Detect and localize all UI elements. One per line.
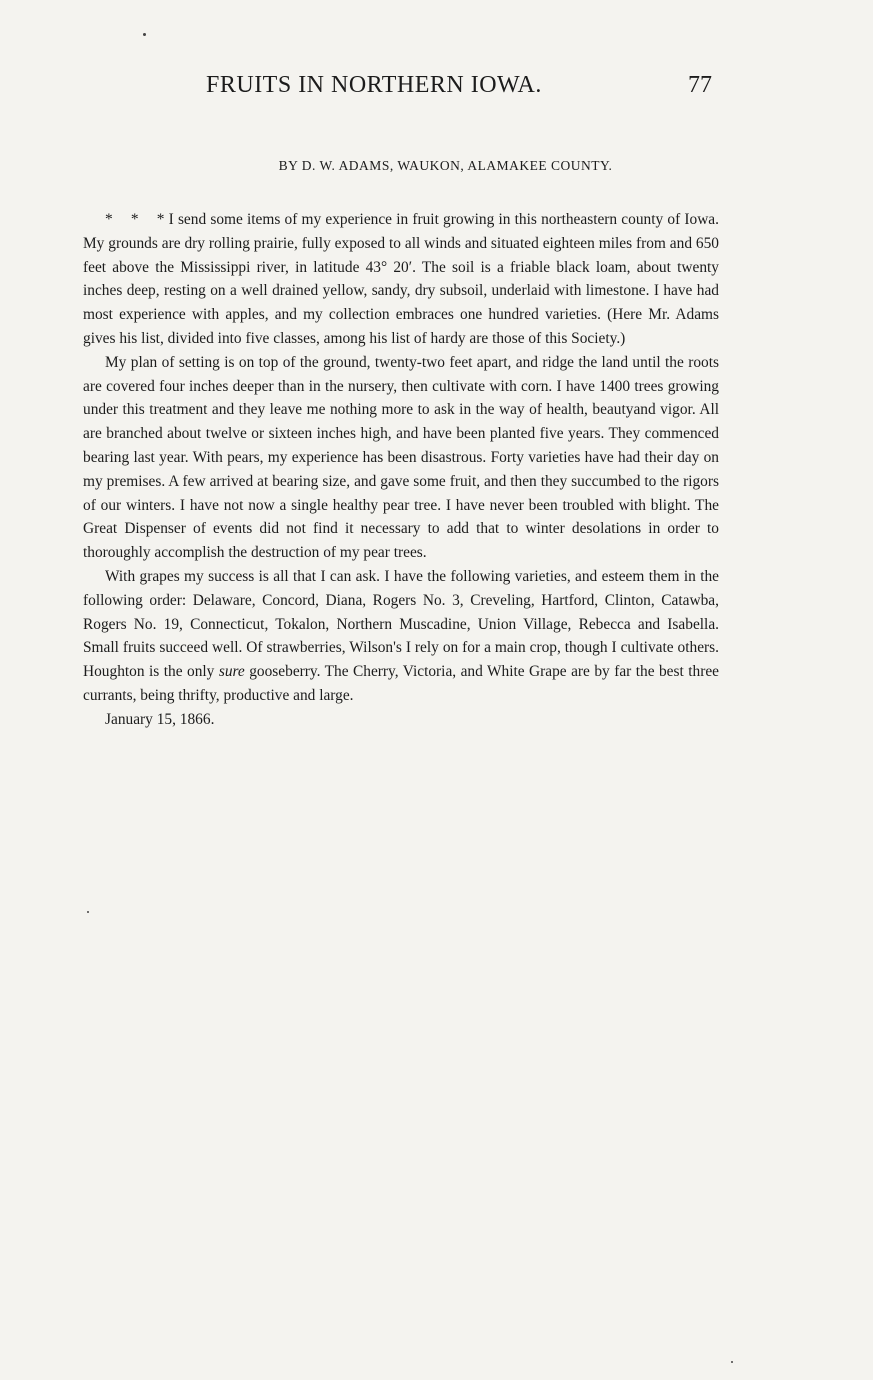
- page-number: 77: [688, 72, 712, 98]
- running-head: [206, 72, 712, 102]
- ellipsis-stars: * * *: [105, 211, 165, 228]
- author-byline: BY D. W. ADAMS, WAUKON, ALAMAKEE COUNTY.: [278, 158, 613, 173]
- page-title: FRUITS IN NORTHERN IOWA.: [206, 72, 542, 98]
- paragraph-1-text: I send some items of my experience in fruit growing in this northeastern county of Iowa. My grounds are dry rolling prairie, fully exposed to all winds and situated eighteen miles from and 650 feet above the Mississippi river, in latitude 43° 20′. The soil is a friable black loam, about twenty inches deep, resting on a well drained yellow, sandy, dry subsoil, underlaid with limestone. I have had most experience with apples, and my collection embraces one hundred varieties. (Here Mr. Adams gives his list, divided into five classes, among his list of hardy are those of this Society.): [83, 211, 719, 347]
- emphasized-word: sure: [218, 663, 245, 681]
- scan-speck: [87, 911, 89, 913]
- paragraph-3-text-b: gooseberry. The Cherry, Victoria, and White Grape are by far the best three currants, being thrifty, productive and large.: [83, 663, 719, 704]
- paragraph-1: [83, 208, 719, 351]
- paragraph-3: [83, 565, 719, 708]
- dateline: January 15, 1866.: [105, 710, 215, 728]
- scan-speck: [143, 33, 146, 36]
- paragraph-2: My plan of setting is on top of the ground, twenty-two feet apart, and ridge the land until the roots are covered four inches deeper than in the nursery, then cultivate with corn. I have 1400 trees growing under this treatment and they leave me nothing more to ask in the way of health, beautyand vigor. All are branched about twelve or sixteen inches high, and have been planted five years. They commenced bearing last year. With pears, my experience has been disastrous. Forty varieties have had their day on my premises. A few arrived at bearing size, and gave some fruit, and then they succumbed to the rigors of our winters. I have not now a single healthy pear tree. I have never been troubled with blight. The Great Dispenser of events did not find it necessary to add that to winter desolations in order to thoroughly accomplish the destruction of my pear trees.: [83, 353, 719, 562]
- article-body: [83, 208, 719, 732]
- paragraph-3-text-a: With grapes my success is all that I can ask. I have the following varieties, and esteem them in the following order: Delaware, Concord, Diana, Rogers No. 3, Creveling, Hartford, Clinton, Catawba, Rogers No. 19, Connecticut, Tokalon, Northern Muscadine, Union Village, Rebecca and Isabella. Small fruits succeed well. Of strawberries, Wilson's I rely on for a main crop, though I cultivate others. Houghton is the only: [83, 567, 719, 681]
- scan-speck: [731, 1361, 733, 1363]
